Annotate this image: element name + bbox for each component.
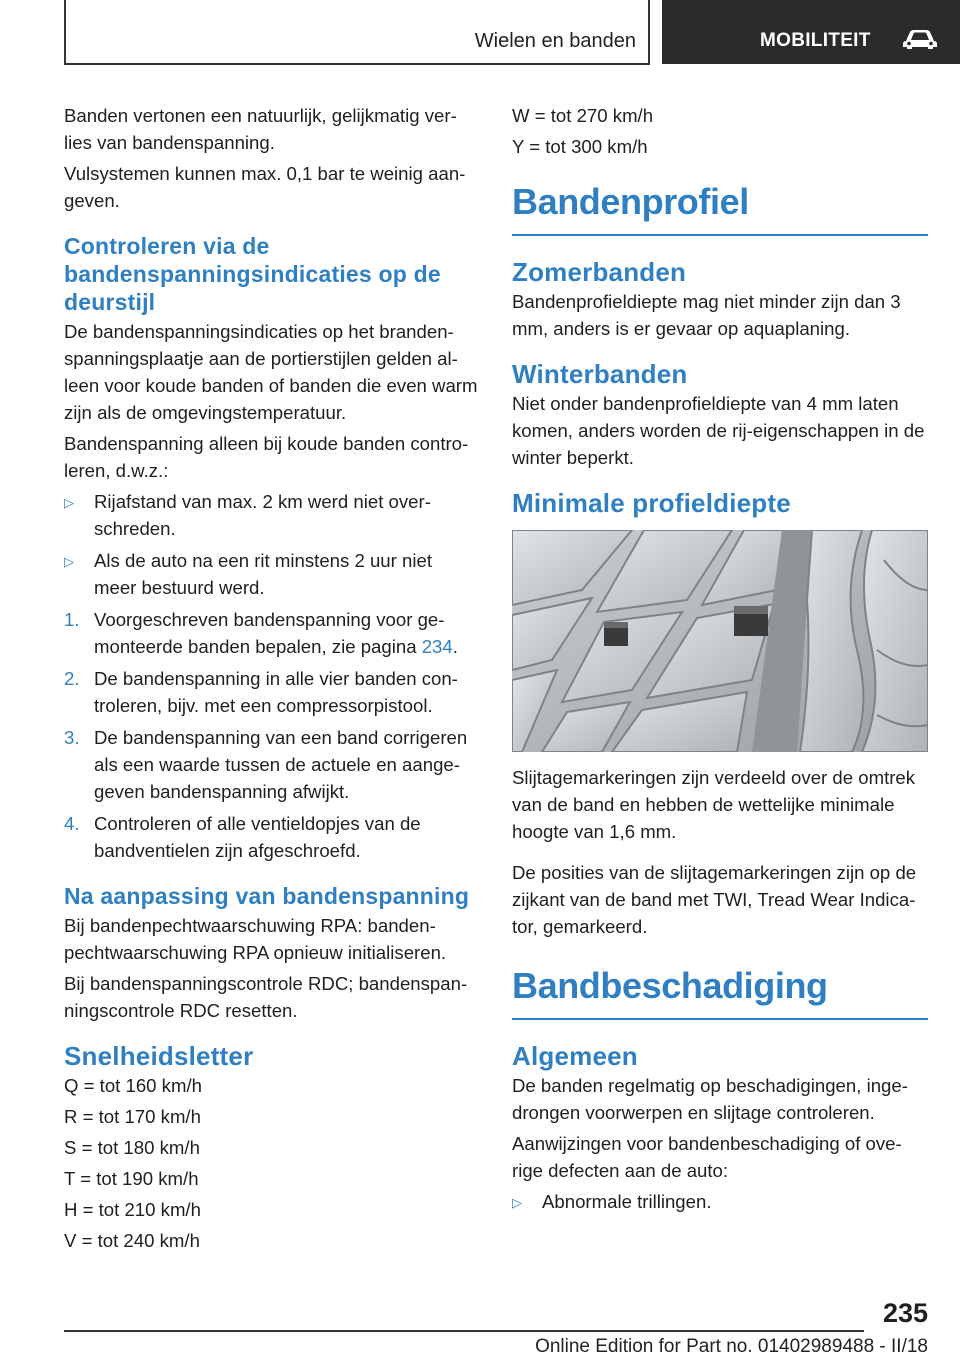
list-item-text: Abnormale trillingen.: [542, 1191, 712, 1212]
left-column: [64, 102, 478, 1258]
paragraph: De posities van de slijtagemarkeringen zijn op de zijkant van de band met TWI, Tread Wear Indica-tor, gemarkeerd.: [512, 862, 917, 937]
step-item: [64, 810, 478, 864]
list-item: [64, 547, 478, 601]
speed-rating: S = tot 180 km/h: [64, 1137, 200, 1158]
step-item: [64, 724, 478, 805]
speed-rating: W = tot 270 km/h: [512, 105, 654, 126]
speed-rating: T = tot 190 km/h: [64, 1168, 199, 1189]
paragraph: Banden vertonen een natuurlijk, gelijkmatig ver-lies van bandenspanning.: [64, 105, 457, 153]
wear-indicator-marker: [604, 622, 628, 646]
car-icon: [900, 27, 940, 51]
step-item: [64, 606, 478, 660]
right-column: [512, 102, 928, 1220]
chapter-tab[interactable]: [662, 0, 960, 64]
tread-wear-indicator-illustration: [512, 530, 928, 752]
bullet-triangle-icon: ▷: [64, 495, 74, 510]
step-text: De bandenspanning van een band corrigeren als een waarde tussen de actuele en aange-geven bandenspanning afwijkt.: [94, 727, 468, 802]
speed-rating: Y = tot 300 km/h: [512, 136, 648, 157]
step-text: Controleren of alle ventieldopjes van de bandventielen zijn afgeschroefd.: [94, 813, 421, 861]
paragraph: Niet onder bandenprofieldiepte van 4 mm laten komen, anders worden de rij-eigenschappen in de winter beperkt.: [512, 393, 925, 468]
heading-summer-tyres: Zomerbanden: [512, 257, 687, 287]
bullet-triangle-icon: ▷: [64, 554, 74, 569]
heading-min-tread-depth: Minimale profieldiepte: [512, 488, 791, 518]
step-text: De bandenspanning in alle vier banden con-troleren, bijv. met een compressorpistool.: [94, 668, 458, 716]
step-text: Voorgeschreven bandenspanning voor ge-monteerde banden bepalen, zie pagina: [94, 609, 445, 657]
heading-after-adjust: Na aanpassing van bandenspanning: [64, 883, 470, 909]
speed-rating: H = tot 210 km/h: [64, 1199, 201, 1220]
section-title: Wielen en banden: [474, 30, 636, 52]
step-suffix: .: [452, 636, 458, 657]
paragraph: Bandenspanning alleen bij koude banden contro-leren, d.w.z.:: [64, 433, 469, 481]
wear-indicator-marker: [734, 606, 768, 636]
heading-door-pillar: Controleren via de bandenspanningsindicaties op de deurstijl: [64, 233, 441, 315]
list-item: [512, 1188, 928, 1215]
heading-winter-tyres: Winterbanden: [512, 359, 688, 389]
step-number: 4.: [64, 813, 80, 834]
header-left-rule: [64, 0, 66, 64]
paragraph: Bij bandenpechtwaarschuwing RPA: banden-pechtwaarschuwing RPA opnieuw initialiseren.: [64, 915, 447, 963]
paragraph: Bij bandenspanningscontrole RDC; bandenspan-ningscontrole RDC resetten.: [64, 973, 468, 1021]
heading-tyre-damage: Bandbeschadiging: [512, 966, 928, 1020]
paragraph: Vulsystemen kunnen max. 0,1 bar te weinig aan-geven.: [64, 163, 466, 211]
chapter-tab-label: MOBILITEIT: [760, 30, 871, 51]
header-right-rule: [648, 0, 650, 64]
edition-text: Online Edition for Part no. 01402989488 - II/18: [535, 1336, 928, 1357]
step-number: 3.: [64, 727, 80, 748]
header-bottom-rule: [64, 63, 650, 65]
heading-general: Algemeen: [512, 1041, 638, 1071]
list-item: [64, 488, 478, 542]
list-item-text: Rijafstand van max. 2 km werd niet over-schreden.: [94, 491, 431, 539]
step-number: 2.: [64, 668, 80, 689]
footer-rule: [64, 1330, 864, 1332]
paragraph: De bandenspanningsindicaties op het branden-spanningsplaatje aan de portierstijlen gelden al-leen voor koude banden of banden die even warm zijn als de omgevingstemperatuur.: [64, 321, 478, 423]
paragraph: De banden regelmatig op beschadigingen, inge-drongen voorwerpen en slijtage controleren.: [512, 1075, 908, 1123]
list-item-text: Als de auto na een rit minstens 2 uur niet meer bestuurd werd.: [94, 550, 432, 598]
speed-rating: Q = tot 160 km/h: [64, 1075, 202, 1096]
speed-rating: R = tot 170 km/h: [64, 1106, 201, 1127]
step-item: [64, 665, 478, 719]
bullet-triangle-icon: ▷: [512, 1195, 522, 1210]
paragraph: Bandenprofieldiepte mag niet minder zijn dan 3 mm, anders is er gevaar op aquaplaning.: [512, 291, 901, 339]
heading-speed-letter: Snelheidsletter: [64, 1041, 254, 1071]
paragraph: Aanwijzingen voor bandenbeschadiging of ove-rige defecten aan de auto:: [512, 1133, 902, 1181]
step-number: 1.: [64, 609, 80, 630]
heading-tread-profile: Bandenprofiel: [512, 182, 928, 236]
page-number: 235: [882, 1298, 928, 1328]
figure-caption: Slijtagemarkeringen zijn verdeeld over de omtrek van de band en hebben de wettelijke minimale hoogte van 1,6 mm.: [512, 767, 916, 842]
speed-rating: V = tot 240 km/h: [64, 1230, 200, 1251]
page-link[interactable]: 234: [421, 636, 453, 657]
